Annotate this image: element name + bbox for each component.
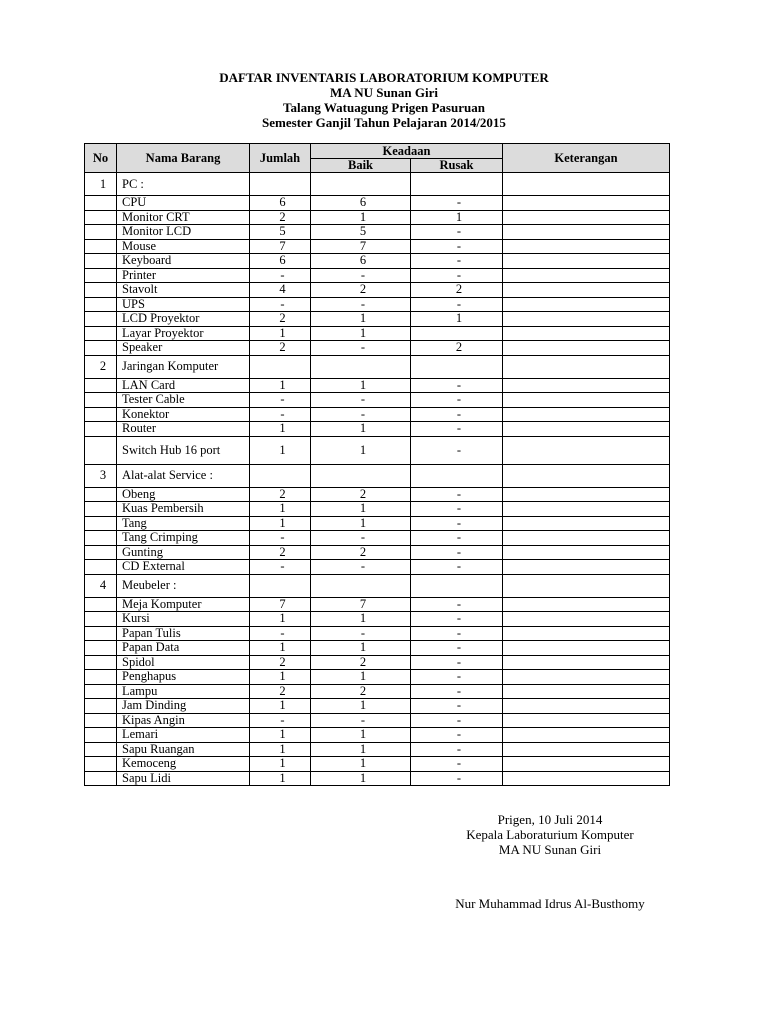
row-number: [85, 612, 117, 627]
keterangan-cell: [503, 612, 670, 627]
baik-cell: -: [311, 713, 411, 728]
baik-cell: 1: [311, 312, 411, 327]
rusak-cell: -: [411, 641, 503, 656]
jumlah-cell: -: [250, 626, 311, 641]
item-name: Jam Dinding: [117, 699, 250, 714]
baik-cell: -: [311, 341, 411, 356]
jumlah-cell: 2: [250, 312, 311, 327]
table-row: [85, 196, 670, 211]
baik-cell: 7: [311, 597, 411, 612]
rusak-cell: -: [411, 422, 503, 437]
item-name: Mouse: [117, 239, 250, 254]
category-name: Jaringan Komputer: [117, 355, 250, 378]
item-name: LCD Proyektor: [117, 312, 250, 327]
row-number: 1: [85, 173, 117, 196]
baik-cell: 1: [311, 326, 411, 341]
item-name: Papan Data: [117, 641, 250, 656]
rusak-cell: [411, 574, 503, 597]
baik-cell: -: [311, 297, 411, 312]
jumlah-cell: -: [250, 713, 311, 728]
item-name: Keyboard: [117, 254, 250, 269]
row-number: [85, 655, 117, 670]
table-row: [85, 597, 670, 612]
keterangan-cell: [503, 210, 670, 225]
jumlah-cell: -: [250, 407, 311, 422]
table-row: [85, 742, 670, 757]
table-row: [85, 516, 670, 531]
header-nama-barang: Nama Barang: [117, 144, 250, 173]
jumlah-cell: 1: [250, 670, 311, 685]
jumlah-cell: 1: [250, 757, 311, 772]
keterangan-cell: [503, 378, 670, 393]
row-number: [85, 670, 117, 685]
jumlah-cell: 7: [250, 597, 311, 612]
jumlah-cell: 6: [250, 254, 311, 269]
baik-cell: -: [311, 393, 411, 408]
rusak-cell: -: [411, 757, 503, 772]
baik-cell: 1: [311, 742, 411, 757]
rusak-cell: -: [411, 728, 503, 743]
title-line-1: DAFTAR INVENTARIS LABORATORIUM KOMPUTER: [219, 70, 549, 85]
rusak-cell: -: [411, 545, 503, 560]
table-row: [85, 670, 670, 685]
item-name: Papan Tulis: [117, 626, 250, 641]
row-number: [85, 341, 117, 356]
row-number: [85, 283, 117, 298]
rusak-cell: -: [411, 502, 503, 517]
keterangan-cell: [503, 502, 670, 517]
baik-cell: -: [311, 407, 411, 422]
row-number: 3: [85, 464, 117, 487]
item-name: CD External: [117, 560, 250, 575]
category-row: [85, 574, 670, 597]
row-number: [85, 407, 117, 422]
jumlah-cell: -: [250, 393, 311, 408]
baik-cell: 1: [311, 771, 411, 786]
baik-cell: 6: [311, 196, 411, 211]
keterangan-cell: [503, 254, 670, 269]
rusak-cell: -: [411, 670, 503, 685]
table-row: [85, 655, 670, 670]
jumlah-cell: 1: [250, 771, 311, 786]
table-row: [85, 502, 670, 517]
table-row: [85, 531, 670, 546]
category-name: PC :: [117, 173, 250, 196]
baik-cell: 1: [311, 641, 411, 656]
row-number: [85, 713, 117, 728]
rusak-cell: -: [411, 655, 503, 670]
table-row: [85, 771, 670, 786]
row-number: 2: [85, 355, 117, 378]
row-number: [85, 268, 117, 283]
row-number: [85, 545, 117, 560]
category-row: [85, 464, 670, 487]
rusak-cell: -: [411, 254, 503, 269]
rusak-cell: -: [411, 713, 503, 728]
table-row: [85, 684, 670, 699]
jumlah-cell: 1: [250, 699, 311, 714]
keterangan-cell: [503, 699, 670, 714]
jumlah-cell: 2: [250, 341, 311, 356]
baik-cell: 1: [311, 436, 411, 464]
table-row: [85, 210, 670, 225]
jumlah-cell: 1: [250, 516, 311, 531]
header-keadaan: Keadaan: [311, 144, 503, 159]
row-number: [85, 531, 117, 546]
row-number: [85, 436, 117, 464]
baik-cell: 2: [311, 283, 411, 298]
baik-cell: -: [311, 268, 411, 283]
rusak-cell: -: [411, 626, 503, 641]
jumlah-cell: 7: [250, 239, 311, 254]
header-keterangan: Keterangan: [503, 144, 670, 173]
row-number: [85, 378, 117, 393]
rusak-cell: [411, 464, 503, 487]
table-row: [85, 407, 670, 422]
rusak-cell: -: [411, 771, 503, 786]
item-name: Monitor CRT: [117, 210, 250, 225]
keterangan-cell: [503, 516, 670, 531]
table-row: [85, 641, 670, 656]
item-name: Kipas Angin: [117, 713, 250, 728]
row-number: [85, 297, 117, 312]
rusak-cell: -: [411, 684, 503, 699]
rusak-cell: -: [411, 597, 503, 612]
jumlah-cell: 1: [250, 502, 311, 517]
keterangan-cell: [503, 268, 670, 283]
table-row: [85, 487, 670, 502]
rusak-cell: 2: [411, 283, 503, 298]
rusak-cell: 1: [411, 210, 503, 225]
table-row: [85, 254, 670, 269]
table-row: [85, 612, 670, 627]
jumlah-cell: [250, 355, 311, 378]
item-name: Tang: [117, 516, 250, 531]
header-rusak: Rusak: [411, 159, 503, 173]
rusak-cell: -: [411, 436, 503, 464]
table-row: [85, 757, 670, 772]
row-number: 4: [85, 574, 117, 597]
row-number: [85, 254, 117, 269]
signature-block: [420, 812, 680, 857]
baik-cell: [311, 173, 411, 196]
signature-institution: MA NU Sunan Giri: [498, 842, 602, 857]
keterangan-cell: [503, 641, 670, 656]
jumlah-cell: 2: [250, 655, 311, 670]
keterangan-cell: [503, 239, 670, 254]
item-name: Obeng: [117, 487, 250, 502]
baik-cell: 1: [311, 378, 411, 393]
jumlah-cell: [250, 574, 311, 597]
jumlah-cell: [250, 173, 311, 196]
keterangan-cell: [503, 355, 670, 378]
item-name: Kursi: [117, 612, 250, 627]
baik-cell: 2: [311, 684, 411, 699]
table-row: [85, 341, 670, 356]
item-name: LAN Card: [117, 378, 250, 393]
item-name: Layar Proyektor: [117, 326, 250, 341]
signature-name: Nur Muhammad Idrus Al-Busthomy: [455, 896, 645, 911]
keterangan-cell: [503, 436, 670, 464]
baik-cell: -: [311, 560, 411, 575]
jumlah-cell: -: [250, 297, 311, 312]
inventory-body: [85, 173, 670, 786]
table-row: [85, 422, 670, 437]
rusak-cell: -: [411, 612, 503, 627]
jumlah-cell: 1: [250, 742, 311, 757]
keterangan-cell: [503, 597, 670, 612]
header-jumlah: Jumlah: [250, 144, 311, 173]
item-name: Sapu Ruangan: [117, 742, 250, 757]
jumlah-cell: [250, 464, 311, 487]
rusak-cell: -: [411, 699, 503, 714]
title-line-3: Talang Watuagung Prigen Pasuruan: [283, 100, 485, 115]
baik-cell: 2: [311, 655, 411, 670]
title-line-4: Semester Ganjil Tahun Pelajaran 2014/2015: [262, 115, 506, 130]
rusak-cell: -: [411, 297, 503, 312]
jumlah-cell: 2: [250, 210, 311, 225]
keterangan-cell: [503, 713, 670, 728]
jumlah-cell: 2: [250, 545, 311, 560]
rusak-cell: [411, 173, 503, 196]
row-number: [85, 487, 117, 502]
baik-cell: -: [311, 531, 411, 546]
baik-cell: 2: [311, 545, 411, 560]
inventory-table: [84, 143, 670, 786]
baik-cell: 1: [311, 670, 411, 685]
table-row: [85, 225, 670, 240]
title-line-2: MA NU Sunan Giri: [330, 85, 438, 100]
keterangan-cell: [503, 655, 670, 670]
rusak-cell: -: [411, 378, 503, 393]
item-name: Tang Crimping: [117, 531, 250, 546]
item-name: Lampu: [117, 684, 250, 699]
item-name: Kuas Pembersih: [117, 502, 250, 517]
baik-cell: 1: [311, 502, 411, 517]
jumlah-cell: -: [250, 560, 311, 575]
keterangan-cell: [503, 297, 670, 312]
table-row: [85, 326, 670, 341]
table-row: [85, 297, 670, 312]
table-row: [85, 699, 670, 714]
jumlah-cell: 1: [250, 612, 311, 627]
keterangan-cell: [503, 742, 670, 757]
jumlah-cell: 1: [250, 326, 311, 341]
baik-cell: 1: [311, 210, 411, 225]
row-number: [85, 771, 117, 786]
keterangan-cell: [503, 626, 670, 641]
keterangan-cell: [503, 771, 670, 786]
jumlah-cell: 1: [250, 641, 311, 656]
row-number: [85, 757, 117, 772]
category-name: Alat-alat Service :: [117, 464, 250, 487]
header-baik: Baik: [311, 159, 411, 173]
keterangan-cell: [503, 684, 670, 699]
baik-cell: -: [311, 626, 411, 641]
item-name: Printer: [117, 268, 250, 283]
row-number: [85, 312, 117, 327]
jumlah-cell: 2: [250, 487, 311, 502]
baik-cell: 1: [311, 728, 411, 743]
keterangan-cell: [503, 545, 670, 560]
table-row: [85, 436, 670, 464]
keterangan-cell: [503, 407, 670, 422]
item-name: Switch Hub 16 port: [117, 436, 250, 464]
item-name: CPU: [117, 196, 250, 211]
rusak-cell: 2: [411, 341, 503, 356]
keterangan-cell: [503, 560, 670, 575]
item-name: UPS: [117, 297, 250, 312]
keterangan-cell: [503, 670, 670, 685]
row-number: [85, 684, 117, 699]
category-name: Meubeler :: [117, 574, 250, 597]
keterangan-cell: [503, 487, 670, 502]
item-name: Router: [117, 422, 250, 437]
table-row: [85, 545, 670, 560]
item-name: Monitor LCD: [117, 225, 250, 240]
baik-cell: 1: [311, 757, 411, 772]
item-name: Spidol: [117, 655, 250, 670]
item-name: Kemoceng: [117, 757, 250, 772]
item-name: Konektor: [117, 407, 250, 422]
row-number: [85, 225, 117, 240]
rusak-cell: -: [411, 196, 503, 211]
table-row: [85, 560, 670, 575]
row-number: [85, 626, 117, 641]
baik-cell: 1: [311, 699, 411, 714]
jumlah-cell: 2: [250, 684, 311, 699]
jumlah-cell: -: [250, 268, 311, 283]
item-name: Tester Cable: [117, 393, 250, 408]
item-name: Speaker: [117, 341, 250, 356]
table-row: [85, 713, 670, 728]
baik-cell: [311, 355, 411, 378]
rusak-cell: -: [411, 268, 503, 283]
rusak-cell: [411, 355, 503, 378]
keterangan-cell: [503, 464, 670, 487]
keterangan-cell: [503, 173, 670, 196]
rusak-cell: 1: [411, 312, 503, 327]
signature-place-date: Prigen, 10 Juli 2014: [497, 812, 603, 827]
rusak-cell: [411, 326, 503, 341]
baik-cell: 1: [311, 516, 411, 531]
row-number: [85, 196, 117, 211]
baik-cell: 5: [311, 225, 411, 240]
jumlah-cell: 5: [250, 225, 311, 240]
row-number: [85, 699, 117, 714]
table-row: [85, 393, 670, 408]
jumlah-cell: 1: [250, 378, 311, 393]
keterangan-cell: [503, 531, 670, 546]
keterangan-cell: [503, 574, 670, 597]
category-row: [85, 355, 670, 378]
item-name: Penghapus: [117, 670, 250, 685]
jumlah-cell: 4: [250, 283, 311, 298]
row-number: [85, 210, 117, 225]
rusak-cell: -: [411, 560, 503, 575]
table-row: [85, 239, 670, 254]
row-number: [85, 239, 117, 254]
keterangan-cell: [503, 422, 670, 437]
signature-title: Kepala Laboraturium Komputer: [466, 827, 634, 842]
keterangan-cell: [503, 728, 670, 743]
row-number: [85, 560, 117, 575]
item-name: Meja Komputer: [117, 597, 250, 612]
category-row: [85, 173, 670, 196]
baik-cell: 1: [311, 422, 411, 437]
document-header: [0, 70, 768, 130]
baik-cell: 2: [311, 487, 411, 502]
baik-cell: 1: [311, 612, 411, 627]
baik-cell: 7: [311, 239, 411, 254]
rusak-cell: -: [411, 407, 503, 422]
baik-cell: 6: [311, 254, 411, 269]
item-name: Sapu Lidi: [117, 771, 250, 786]
rusak-cell: -: [411, 742, 503, 757]
table-row: [85, 378, 670, 393]
jumlah-cell: 1: [250, 422, 311, 437]
keterangan-cell: [503, 393, 670, 408]
row-number: [85, 641, 117, 656]
table-row: [85, 728, 670, 743]
baik-cell: [311, 574, 411, 597]
row-number: [85, 742, 117, 757]
item-name: Gunting: [117, 545, 250, 560]
keterangan-cell: [503, 283, 670, 298]
row-number: [85, 422, 117, 437]
item-name: Lemari: [117, 728, 250, 743]
rusak-cell: -: [411, 516, 503, 531]
row-number: [85, 728, 117, 743]
rusak-cell: -: [411, 225, 503, 240]
jumlah-cell: 6: [250, 196, 311, 211]
row-number: [85, 326, 117, 341]
item-name: Stavolt: [117, 283, 250, 298]
rusak-cell: -: [411, 531, 503, 546]
row-number: [85, 393, 117, 408]
keterangan-cell: [503, 326, 670, 341]
keterangan-cell: [503, 341, 670, 356]
row-number: [85, 597, 117, 612]
jumlah-cell: 1: [250, 728, 311, 743]
keterangan-cell: [503, 757, 670, 772]
rusak-cell: -: [411, 393, 503, 408]
keterangan-cell: [503, 312, 670, 327]
rusak-cell: -: [411, 487, 503, 502]
header-no: No: [85, 144, 117, 173]
keterangan-cell: [503, 225, 670, 240]
rusak-cell: -: [411, 239, 503, 254]
keterangan-cell: [503, 196, 670, 211]
row-number: [85, 502, 117, 517]
baik-cell: [311, 464, 411, 487]
jumlah-cell: 1: [250, 436, 311, 464]
row-number: [85, 516, 117, 531]
table-row: [85, 626, 670, 641]
table-row: [85, 268, 670, 283]
jumlah-cell: -: [250, 531, 311, 546]
table-row: [85, 312, 670, 327]
table-row: [85, 283, 670, 298]
